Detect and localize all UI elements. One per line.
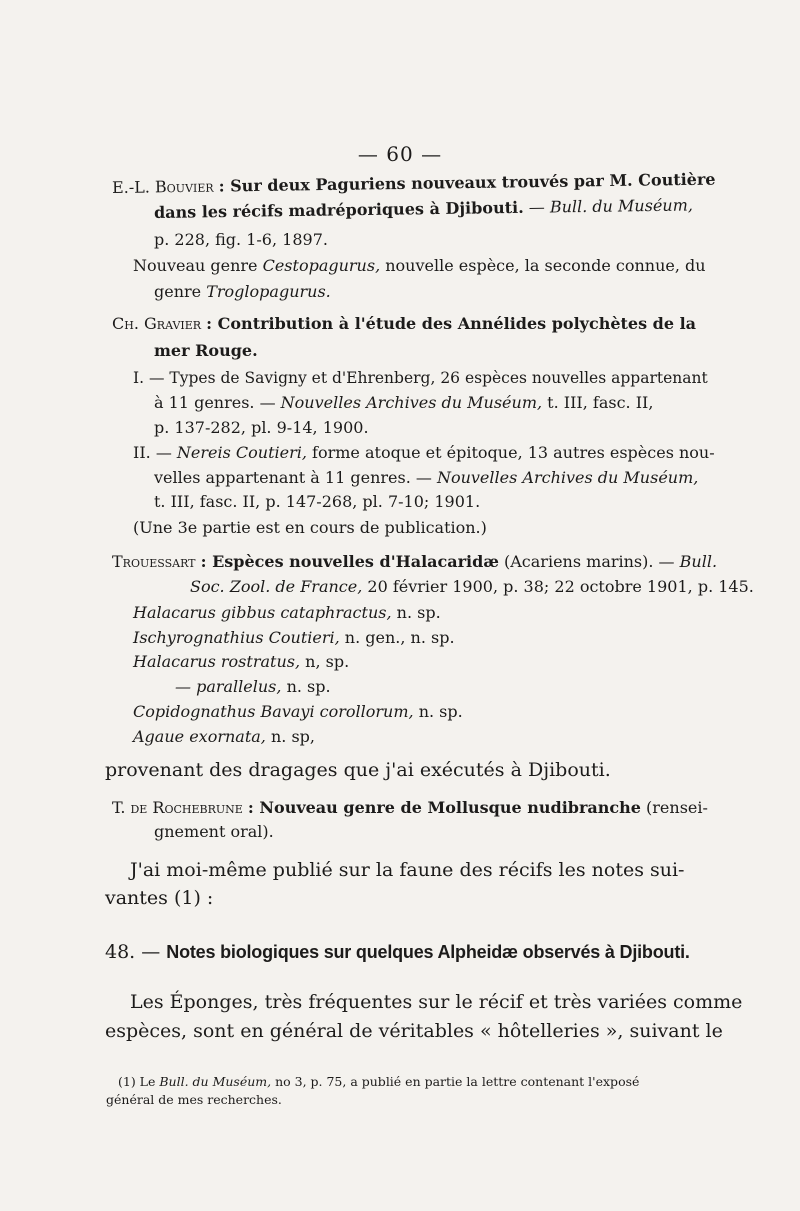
entry-gravier-part2-line-2: velles appartenant à 11 genres. — Nouvelles Archives du Muséum,: [154, 468, 699, 487]
author-name: E.-L. Bouvier: [111, 176, 214, 197]
section-number: 48. —: [105, 941, 167, 963]
species-item: Copidognathus Bavayi corollorum, n. sp.: [133, 702, 463, 721]
species-item: Halacarus gibbus cataphractus, n. sp.: [133, 603, 441, 622]
species-name: Nereis Coutieri,: [176, 443, 307, 462]
entry-bouvier-ref: p. 228, fig. 1-6, 1897.: [154, 230, 328, 249]
species-item: Halacarus rostratus, n, sp.: [133, 652, 350, 671]
journal-ref: Bull.: [679, 552, 718, 571]
entry-title: : Sur deux Paguriens nouveaux trouvés par M. Coutière: [218, 169, 716, 196]
author-name: Trouessart: [112, 552, 196, 571]
species-item: Ischyrognathius Coutieri, n. gen., n. sp.: [133, 628, 455, 647]
genus-name: Troglopagurus.: [206, 282, 331, 301]
entry-title: : Contribution à l'étude des Annélides polychètes de la: [206, 314, 697, 333]
entry-gravier-title-line-2: mer Rouge.: [154, 341, 258, 360]
entry-gravier-title-line-1: [112, 314, 696, 334]
species-item: — parallelus, n. sp.: [175, 677, 331, 696]
section-heading: [105, 942, 690, 963]
journal-ref: Bull. du Muséum,: [159, 1074, 272, 1089]
author-name: T. de Rochebrune: [112, 798, 243, 817]
species-name: — parallelus,: [175, 677, 282, 696]
entry-gravier-part1-line-2: à 11 genres. — Nouvelles Archives du Muséum, t. III, fasc. II,: [154, 393, 654, 412]
species-name: Halacarus gibbus cataphractus,: [133, 603, 392, 622]
footnote-line-2: général de mes recherches.: [106, 1092, 282, 1107]
entry-rochebrune-title-line-1: T. de Rochebrune : Nouveau genre de Mollusque nudibranche (rensei-: [112, 798, 708, 817]
entry-bouvier-note-line-1: Nouveau genre Cestopagurus, nouvelle espèce, la seconde connue, du: [133, 256, 706, 275]
species-name: Agaue exornata,: [133, 727, 266, 746]
intro-line-2: vantes (1) :: [105, 887, 214, 909]
footnote-line-1: (1) Le Bull. du Muséum, no 3, p. 75, a publié en partie la lettre contenant l'exposé: [118, 1074, 640, 1089]
page-number: — 60 —: [357, 142, 443, 166]
entry-gravier-part1-line-3: p. 137-282, pl. 9-14, 1900.: [154, 418, 369, 437]
section-title: Notes biologiques sur quelques Alpheidæ observés à Djibouti.: [166, 942, 690, 962]
entry-gravier-part1-line-1: I. — Types de Savigny et d'Ehrenberg, 26 espèces nouvelles appartenant: [133, 369, 708, 387]
entry-bouvier-title-line-2: dans les récifs madréporiques à Djibouti. — Bull. du Muséum,: [153, 195, 694, 222]
entry-title: : Nouveau genre de Mollusque nudibranche: [247, 798, 641, 817]
journal-ref: Soc. Zool. de France,: [190, 577, 363, 596]
entry-gravier-part3: (Une 3e partie est en cours de publication.): [133, 518, 487, 537]
entry-title: : Espèces nouvelles d'Halacaridæ: [200, 552, 499, 571]
species-name: Ischyrognathius Coutieri,: [133, 628, 340, 647]
body-line-1: Les Éponges, très fréquentes sur le récif et très variées comme: [130, 991, 743, 1013]
body-line-2: espèces, sont en général de véritables « hôtelleries », suivant le: [105, 1020, 723, 1042]
journal-ref: Nouvelles Archives du Muséum,: [280, 393, 543, 412]
genus-name: Cestopagurus,: [262, 256, 381, 275]
species-item: Agaue exornata, n. sp,: [133, 727, 315, 746]
entry-gravier-part2-line-3: t. III, fasc. II, p. 147-268, pl. 7-10; 1901.: [154, 492, 481, 511]
entry-trouessart-title-line-1: Trouessart : Espèces nouvelles d'Halacaridæ (Acariens marins). — Bull.: [112, 552, 718, 571]
journal-ref: Nouvelles Archives du Muséum,: [436, 468, 699, 487]
entry-bouvier-title-line-1: [112, 170, 716, 198]
author-name: Ch. Gravier: [112, 314, 202, 333]
entry-rochebrune-title-line-2: gnement oral).: [154, 822, 274, 841]
entry-gravier-part2-line-1: II. — Nereis Coutieri, forme atoque et épitoque, 13 autres espèces nou-: [133, 443, 715, 462]
journal-ref: Bull. du Muséum,: [549, 195, 694, 217]
entry-title: dans les récifs madréporiques à Djibouti.: [153, 197, 524, 222]
intro-line-1: J'ai moi-même publié sur la faune des récifs les notes sui-: [130, 859, 685, 881]
entry-trouessart-ref-line: Soc. Zool. de France, 20 février 1900, p. 38; 22 octobre 1901, p. 145.: [190, 577, 754, 596]
entry-bouvier-note-line-2: genre Troglopagurus.: [154, 282, 331, 301]
species-name: Halacarus rostratus,: [133, 652, 301, 671]
provenance-sentence: provenant des dragages que j'ai exécutés à Djibouti.: [105, 759, 611, 781]
species-name: Copidognathus Bavayi corollorum,: [133, 702, 414, 721]
